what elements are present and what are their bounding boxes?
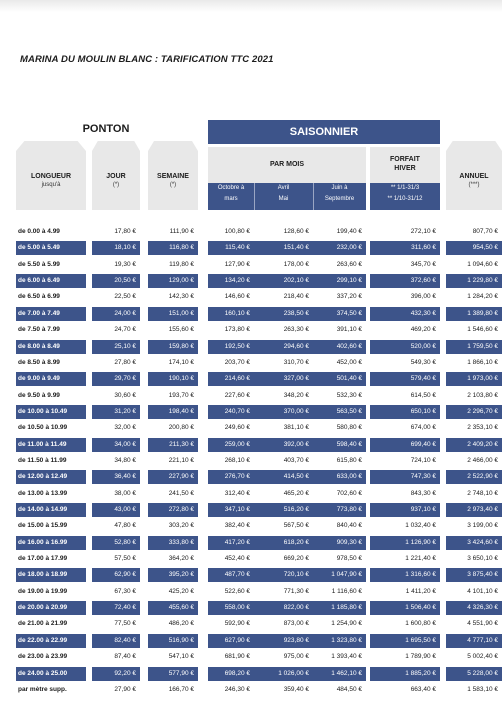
- juin-sept-cell: 563,50 €: [313, 405, 366, 419]
- forfait-hiver-cell: 747,30 €: [370, 470, 440, 484]
- juin-sept-cell: 199,40 €: [313, 225, 366, 239]
- juin-sept-cell: 702,60 €: [313, 487, 366, 501]
- oct-mars-cell: 160,10 €: [208, 307, 254, 321]
- semaine-header-sub: (*): [169, 182, 177, 188]
- jour-cell: 72,40 €: [92, 601, 140, 615]
- jour-cell: 19,30 €: [92, 258, 140, 272]
- avril-mai-cell: 771,30 €: [254, 585, 313, 599]
- semaine-cell: 516,90 €: [148, 634, 198, 648]
- forfait-hiver-cell: 432,30 €: [370, 307, 440, 321]
- jour-cell: 27,90 €: [92, 683, 140, 697]
- month-col-avril-mai: [254, 183, 313, 210]
- jour-cell: 29,70 €: [92, 372, 140, 386]
- annuel-cell: 2 522,90 €: [446, 470, 502, 484]
- jour-cell: 43,00 €: [92, 503, 140, 517]
- semaine-cell: 364,20 €: [148, 552, 198, 566]
- oct-mars-cell: 312,40 €: [208, 487, 254, 501]
- length-cell: de 19.00 à 19.99: [16, 585, 86, 599]
- juin-sept-cell: 263,60 €: [313, 258, 366, 272]
- length-cell: de 11.00 à 11.49: [16, 438, 86, 452]
- jour-cell: 22,50 €: [92, 290, 140, 304]
- oct-mars-cell: 487,70 €: [208, 568, 254, 582]
- longueur-header-sub: jusqu'à: [41, 182, 61, 188]
- avril-mai-cell: 567,50 €: [254, 519, 313, 533]
- par-mois-label: PAR MOIS: [269, 161, 305, 168]
- length-cell: de 15.00 à 15.99: [16, 519, 86, 533]
- annuel-cell: 3 199,00 €: [446, 519, 502, 533]
- forfait-hiver-cell: 549,30 €: [370, 356, 440, 370]
- annuel-cell: 2 103,80 €: [446, 389, 502, 403]
- length-cell: de 5.00 à 5.49: [16, 241, 86, 255]
- annuel-cell: 3 650,10 €: [446, 552, 502, 566]
- annuel-cell: 4 326,30 €: [446, 601, 502, 615]
- forfait-hiver-cell: 724,10 €: [370, 454, 440, 468]
- semaine-cell: 166,70 €: [148, 683, 198, 697]
- forfait-hiver-cell: 1 885,20 €: [370, 667, 440, 681]
- annuel-header-label: ANNUEL: [459, 173, 489, 180]
- jour-header-label: JOUR: [106, 173, 126, 180]
- avril-mai-cell: 294,60 €: [254, 340, 313, 354]
- month-col-juin-line2: Septembre: [324, 196, 355, 202]
- length-cell: de 8.00 à 8.49: [16, 340, 86, 354]
- annuel-cell: 1 759,50 €: [446, 340, 502, 354]
- length-cell: de 22.00 à 22.99: [16, 634, 86, 648]
- avril-mai-cell: 392,00 €: [254, 438, 313, 452]
- length-cell: de 7.00 à 7.49: [16, 307, 86, 321]
- avril-mai-cell: 128,60 €: [254, 225, 313, 239]
- saisonnier-heading: SAISONNIER: [208, 120, 440, 144]
- juin-sept-cell: 232,00 €: [313, 241, 366, 255]
- month-col-juin-sept: [313, 183, 366, 210]
- semaine-cell: 221,10 €: [148, 454, 198, 468]
- jour-cell: 20,50 €: [92, 274, 140, 288]
- top-shadow: [0, 0, 502, 12]
- annuel-cell: 2 296,70 €: [446, 405, 502, 419]
- forfait-line1: FORFAIT: [390, 156, 420, 163]
- avril-mai-cell: 1 026,00 €: [254, 667, 313, 681]
- annuel-cell: 1 973,00 €: [446, 372, 502, 386]
- avril-mai-cell: 414,50 €: [254, 470, 313, 484]
- jour-cell: 25,10 €: [92, 340, 140, 354]
- juin-sept-cell: 840,40 €: [313, 519, 366, 533]
- semaine-cell: 547,10 €: [148, 650, 198, 664]
- juin-sept-cell: 452,00 €: [313, 356, 366, 370]
- length-cell: de 10.50 à 10.99: [16, 421, 86, 435]
- length-cell: de 11.50 à 11.99: [16, 454, 86, 468]
- jour-header-sub: (*): [112, 182, 120, 188]
- juin-sept-cell: 773,80 €: [313, 503, 366, 517]
- jour-cell: 34,00 €: [92, 438, 140, 452]
- avril-mai-cell: 151,40 €: [254, 241, 313, 255]
- juin-sept-cell: 532,30 €: [313, 389, 366, 403]
- jour-cell: 87,40 €: [92, 650, 140, 664]
- jour-cell: 52,80 €: [92, 536, 140, 550]
- juin-sept-cell: 1 254,90 €: [313, 617, 366, 631]
- oct-mars-cell: 417,20 €: [208, 536, 254, 550]
- juin-sept-cell: 484,50 €: [313, 683, 366, 697]
- length-cell: de 16.00 à 16.99: [16, 536, 86, 550]
- forfait-hiver-cell: 311,60 €: [370, 241, 440, 255]
- length-cell: de 13.00 à 13.99: [16, 487, 86, 501]
- forfait-hiver-cell: 1 411,20 €: [370, 585, 440, 599]
- annuel-cell: 807,70 €: [446, 225, 502, 239]
- oct-mars-cell: 452,40 €: [208, 552, 254, 566]
- jour-cell: 18,10 €: [92, 241, 140, 255]
- avril-mai-cell: 348,20 €: [254, 389, 313, 403]
- jour-cell: 47,80 €: [92, 519, 140, 533]
- length-cell: de 9.50 à 9.99: [16, 389, 86, 403]
- oct-mars-cell: 522,60 €: [208, 585, 254, 599]
- jour-cell: 24,70 €: [92, 323, 140, 337]
- semaine-cell: 333,80 €: [148, 536, 198, 550]
- month-col-avril-line1: Avril: [277, 185, 290, 191]
- jour-cell: 17,80 €: [92, 225, 140, 239]
- jour-cell: 92,20 €: [92, 667, 140, 681]
- length-cell: de 9.00 à 9.49: [16, 372, 86, 386]
- month-divider: [254, 183, 255, 210]
- annuel-cell: 4 777,10 €: [446, 634, 502, 648]
- oct-mars-cell: 681,90 €: [208, 650, 254, 664]
- juin-sept-cell: 978,50 €: [313, 552, 366, 566]
- forfait-hiver-cell: 650,10 €: [370, 405, 440, 419]
- jour-cell: 24,00 €: [92, 307, 140, 321]
- semaine-cell: 211,30 €: [148, 438, 198, 452]
- month-col-oct-line2: mars: [224, 196, 238, 202]
- avril-mai-cell: 310,70 €: [254, 356, 313, 370]
- semaine-header-label: SEMAINE: [157, 173, 189, 180]
- oct-mars-cell: 698,20 €: [208, 667, 254, 681]
- jour-cell: 30,60 €: [92, 389, 140, 403]
- length-cell: de 14.00 à 14.99: [16, 503, 86, 517]
- oct-mars-cell: 347,10 €: [208, 503, 254, 517]
- avril-mai-cell: 669,20 €: [254, 552, 313, 566]
- length-cell: de 17.00 à 17.99: [16, 552, 86, 566]
- semaine-cell: 486,20 €: [148, 617, 198, 631]
- oct-mars-cell: 100,80 €: [208, 225, 254, 239]
- semaine-cell: 159,80 €: [148, 340, 198, 354]
- juin-sept-cell: 615,80 €: [313, 454, 366, 468]
- juin-sept-cell: 1 116,60 €: [313, 585, 366, 599]
- length-cell: de 8.50 à 8.99: [16, 356, 86, 370]
- juin-sept-cell: 391,10 €: [313, 323, 366, 337]
- oct-mars-cell: 627,90 €: [208, 634, 254, 648]
- month-col-oct-line1: Octobre à: [217, 185, 245, 191]
- annuel-cell: 4 551,90 €: [446, 617, 502, 631]
- oct-mars-cell: 214,60 €: [208, 372, 254, 386]
- oct-mars-cell: 227,60 €: [208, 389, 254, 403]
- annuel-cell: 1 583,10 €: [446, 683, 502, 697]
- avril-mai-cell: 975,00 €: [254, 650, 313, 664]
- oct-mars-cell: 173,80 €: [208, 323, 254, 337]
- semaine-cell: 129,00 €: [148, 274, 198, 288]
- month-col-juin-line1: Juin à: [331, 185, 348, 191]
- avril-mai-cell: 218,40 €: [254, 290, 313, 304]
- annuel-cell: 2 353,10 €: [446, 421, 502, 435]
- semaine-cell: 190,10 €: [148, 372, 198, 386]
- forfait-hiver-cell: 674,00 €: [370, 421, 440, 435]
- length-cell: de 7.50 à 7.99: [16, 323, 86, 337]
- avril-mai-cell: 873,00 €: [254, 617, 313, 631]
- semaine-cell: 455,60 €: [148, 601, 198, 615]
- semaine-header-cap: [148, 141, 198, 151]
- juin-sept-cell: 1 462,10 €: [313, 667, 366, 681]
- length-cell: de 23.00 à 23.99: [16, 650, 86, 664]
- oct-mars-cell: 240,70 €: [208, 405, 254, 419]
- jour-header-cap: [92, 141, 140, 151]
- juin-sept-cell: 1 393,40 €: [313, 650, 366, 664]
- annuel-cell: 4 101,10 €: [446, 585, 502, 599]
- jour-cell: 27,80 €: [92, 356, 140, 370]
- avril-mai-cell: 923,80 €: [254, 634, 313, 648]
- forfait-hiver-cell: 1 600,80 €: [370, 617, 440, 631]
- jour-cell: 36,40 €: [92, 470, 140, 484]
- month-col-avril-line2: Mai: [278, 196, 289, 202]
- semaine-cell: 111,90 €: [148, 225, 198, 239]
- annuel-cell: 2 748,10 €: [446, 487, 502, 501]
- forfait-hiver-cell: 1 695,50 €: [370, 634, 440, 648]
- oct-mars-cell: 382,40 €: [208, 519, 254, 533]
- oct-mars-cell: 246,30 €: [208, 683, 254, 697]
- ponton-heading: PONTON: [82, 123, 130, 135]
- juin-sept-cell: 1 323,80 €: [313, 634, 366, 648]
- semaine-cell: 395,20 €: [148, 568, 198, 582]
- forfait-hiver-cell: 1 316,60 €: [370, 568, 440, 582]
- annuel-cell: 2 973,40 €: [446, 503, 502, 517]
- length-cell: de 0.00 à 4.99: [16, 225, 86, 239]
- semaine-cell: 155,60 €: [148, 323, 198, 337]
- annuel-header-cap: [446, 141, 502, 151]
- semaine-cell: 151,00 €: [148, 307, 198, 321]
- semaine-cell: 174,10 €: [148, 356, 198, 370]
- semaine-cell: 193,70 €: [148, 389, 198, 403]
- semaine-cell: 303,20 €: [148, 519, 198, 533]
- oct-mars-cell: 268,10 €: [208, 454, 254, 468]
- month-divider: [313, 183, 314, 210]
- oct-mars-cell: 134,20 €: [208, 274, 254, 288]
- oct-mars-cell: 259,00 €: [208, 438, 254, 452]
- avril-mai-cell: 381,10 €: [254, 421, 313, 435]
- annuel-cell: 5 002,40 €: [446, 650, 502, 664]
- annuel-cell: 2 466,00 €: [446, 454, 502, 468]
- oct-mars-cell: 146,60 €: [208, 290, 254, 304]
- length-cell: de 21.00 à 21.99: [16, 617, 86, 631]
- annuel-cell: 1 229,80 €: [446, 274, 502, 288]
- avril-mai-cell: 465,20 €: [254, 487, 313, 501]
- semaine-cell: 198,40 €: [148, 405, 198, 419]
- avril-mai-cell: 263,30 €: [254, 323, 313, 337]
- oct-mars-cell: 592,90 €: [208, 617, 254, 631]
- longueur-header-cap: [16, 141, 86, 151]
- avril-mai-cell: 822,00 €: [254, 601, 313, 615]
- annuel-cell: 3 424,60 €: [446, 536, 502, 550]
- avril-mai-cell: 403,70 €: [254, 454, 313, 468]
- forfait-hiver-cell: 663,40 €: [370, 683, 440, 697]
- oct-mars-cell: 276,70 €: [208, 470, 254, 484]
- avril-mai-cell: 359,40 €: [254, 683, 313, 697]
- annuel-cell: 954,50 €: [446, 241, 502, 255]
- length-cell: de 10.00 à 10.49: [16, 405, 86, 419]
- forfait-hiver-label: [370, 155, 440, 173]
- length-cell: de 18.00 à 18.99: [16, 568, 86, 582]
- length-cell: de 6.00 à 6.49: [16, 274, 86, 288]
- avril-mai-cell: 720,10 €: [254, 568, 313, 582]
- jour-cell: 62,90 €: [92, 568, 140, 582]
- jour-cell: 34,80 €: [92, 454, 140, 468]
- annuel-cell: 1 866,10 €: [446, 356, 502, 370]
- forfait-hiver-cell: 1 506,40 €: [370, 601, 440, 615]
- semaine-cell: 116,80 €: [148, 241, 198, 255]
- annuel-cell: 1 094,60 €: [446, 258, 502, 272]
- annuel-cell: 1 546,60 €: [446, 323, 502, 337]
- semaine-cell: 272,80 €: [148, 503, 198, 517]
- juin-sept-cell: 337,20 €: [313, 290, 366, 304]
- document-title: MARINA DU MOULIN BLANC : TARIFICATION TTC 2021: [20, 54, 274, 65]
- semaine-cell: 241,50 €: [148, 487, 198, 501]
- forfait-hiver-cell: 469,20 €: [370, 323, 440, 337]
- avril-mai-cell: 202,10 €: [254, 274, 313, 288]
- oct-mars-cell: 203,70 €: [208, 356, 254, 370]
- forfait-hiver-cell: 579,40 €: [370, 372, 440, 386]
- juin-sept-cell: 374,50 €: [313, 307, 366, 321]
- avril-mai-cell: 618,20 €: [254, 536, 313, 550]
- annuel-cell: 2 409,20 €: [446, 438, 502, 452]
- annuel-cell: 3 875,40 €: [446, 568, 502, 582]
- juin-sept-cell: 501,40 €: [313, 372, 366, 386]
- oct-mars-cell: 558,00 €: [208, 601, 254, 615]
- forfait-hiver-cell: 937,10 €: [370, 503, 440, 517]
- forfait-line2: HIVER: [394, 165, 416, 172]
- annuel-cell: 1 284,20 €: [446, 290, 502, 304]
- semaine-cell: 200,80 €: [148, 421, 198, 435]
- avril-mai-cell: 238,50 €: [254, 307, 313, 321]
- juin-sept-cell: 633,00 €: [313, 470, 366, 484]
- jour-cell: 82,40 €: [92, 634, 140, 648]
- juin-sept-cell: 299,10 €: [313, 274, 366, 288]
- length-cell: de 20.00 à 20.99: [16, 601, 86, 615]
- semaine-cell: 577,90 €: [148, 667, 198, 681]
- forfait-hiver-cell: 843,30 €: [370, 487, 440, 501]
- hiver-period-2: ** 1/10-31/12: [387, 196, 423, 202]
- avril-mai-cell: 327,00 €: [254, 372, 313, 386]
- month-col-oct-mars: [208, 183, 254, 210]
- juin-sept-cell: 580,80 €: [313, 421, 366, 435]
- length-cell: de 6.50 à 6.99: [16, 290, 86, 304]
- hiver-period-1: ** 1/1-31/3: [390, 185, 420, 191]
- forfait-hiver-cell: 372,60 €: [370, 274, 440, 288]
- forfait-hiver-cell: 614,50 €: [370, 389, 440, 403]
- forfait-hiver-cell: 345,70 €: [370, 258, 440, 272]
- length-cell: de 24.00 à 25.00: [16, 667, 86, 681]
- longueur-header-label: LONGUEUR: [30, 173, 72, 180]
- jour-cell: 38,00 €: [92, 487, 140, 501]
- forfait-hiver-cell: 520,00 €: [370, 340, 440, 354]
- forfait-hiver-cell: 699,40 €: [370, 438, 440, 452]
- jour-cell: 32,00 €: [92, 421, 140, 435]
- forfait-hiver-cell: 272,10 €: [370, 225, 440, 239]
- forfait-hiver-cell: 1 126,90 €: [370, 536, 440, 550]
- avril-mai-cell: 370,00 €: [254, 405, 313, 419]
- semaine-cell: 119,80 €: [148, 258, 198, 272]
- juin-sept-cell: 1 185,80 €: [313, 601, 366, 615]
- juin-sept-cell: 909,30 €: [313, 536, 366, 550]
- semaine-cell: 142,30 €: [148, 290, 198, 304]
- forfait-hiver-cell: 396,00 €: [370, 290, 440, 304]
- annuel-cell: 1 389,80 €: [446, 307, 502, 321]
- jour-cell: 67,30 €: [92, 585, 140, 599]
- semaine-cell: 425,20 €: [148, 585, 198, 599]
- jour-cell: 31,20 €: [92, 405, 140, 419]
- avril-mai-cell: 178,00 €: [254, 258, 313, 272]
- forfait-hiver-cell: 1 032,40 €: [370, 519, 440, 533]
- forfait-hiver-cell: 1 221,40 €: [370, 552, 440, 566]
- oct-mars-cell: 192,50 €: [208, 340, 254, 354]
- length-cell: de 12.00 à 12.49: [16, 470, 86, 484]
- oct-mars-cell: 127,90 €: [208, 258, 254, 272]
- jour-cell: 57,50 €: [92, 552, 140, 566]
- oct-mars-cell: 249,60 €: [208, 421, 254, 435]
- jour-cell: 77,50 €: [92, 617, 140, 631]
- juin-sept-cell: 598,40 €: [313, 438, 366, 452]
- forfait-hiver-cell: 1 789,90 €: [370, 650, 440, 664]
- annuel-header-sub: (***): [468, 182, 480, 188]
- juin-sept-cell: 402,60 €: [313, 340, 366, 354]
- annuel-cell: 5 228,00 €: [446, 667, 502, 681]
- length-cell: de 5.50 à 5.99: [16, 258, 86, 272]
- avril-mai-cell: 516,20 €: [254, 503, 313, 517]
- semaine-cell: 227,90 €: [148, 470, 198, 484]
- oct-mars-cell: 115,40 €: [208, 241, 254, 255]
- hiver-periods: [370, 183, 440, 210]
- juin-sept-cell: 1 047,90 €: [313, 568, 366, 582]
- length-cell: par mètre supp.: [16, 683, 86, 697]
